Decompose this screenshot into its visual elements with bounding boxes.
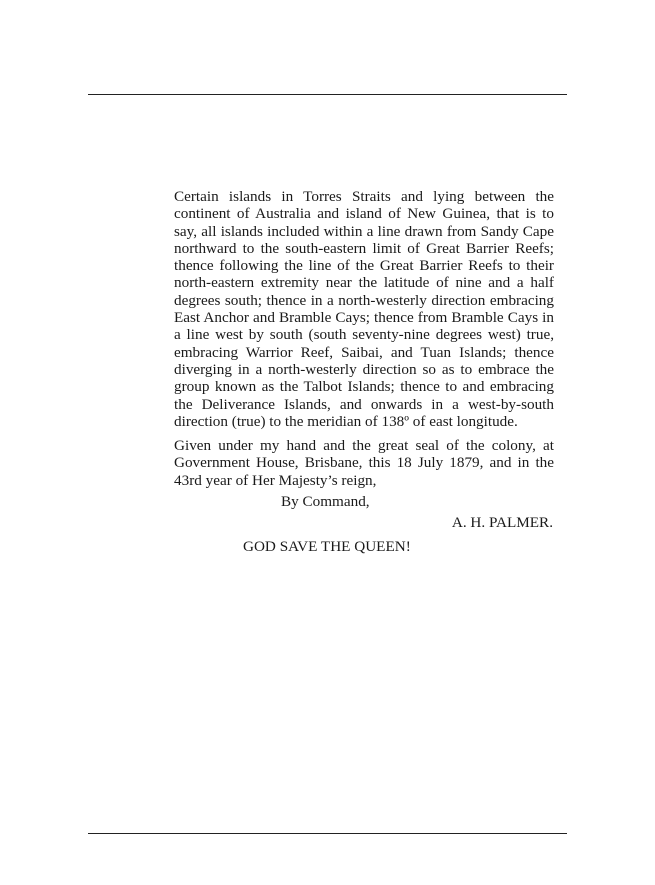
text-line: continent of Australia and island of New Guinea, that is to bbox=[174, 205, 554, 223]
text-line: degrees south; thence in a north-westerly direction embracing bbox=[174, 291, 554, 309]
text-line: direction (true) to the meridian of 138º of east longitude. bbox=[174, 412, 518, 430]
text-line: 43rd year of Her Majesty’s reign, bbox=[174, 471, 377, 489]
text-line: Certain islands in Torres Straits and lying between the bbox=[174, 188, 554, 205]
text-line: Government House, Brisbane, this 18 July 1879, and in the bbox=[174, 454, 554, 472]
text-line: northward to the south-eastern limit of Great Barrier Reefs; bbox=[174, 239, 554, 257]
boundary-description-paragraph bbox=[174, 188, 554, 430]
top-rule bbox=[88, 94, 567, 95]
text-line: East Anchor and Bramble Cays; thence from Bramble Cays in bbox=[174, 309, 554, 327]
signature-name: A. H. PALMER. bbox=[451, 514, 553, 531]
text-line: Given under my hand and the great seal of the colony, at bbox=[174, 437, 554, 455]
text-line: say, all islands included within a line drawn from Sandy Cape bbox=[174, 222, 554, 240]
by-command-line: By Command, bbox=[281, 493, 370, 510]
text-line: diverging in a north-westerly direction so as to embrace the bbox=[174, 360, 554, 378]
text-line: north-eastern extremity near the latitude of nine and a half bbox=[174, 274, 554, 292]
text-line: group known as the Talbot Islands; thence to and embracing bbox=[174, 378, 554, 396]
bottom-rule bbox=[88, 833, 567, 834]
proclamation-body bbox=[174, 188, 554, 489]
given-under-hand-paragraph bbox=[174, 437, 554, 489]
god-save-the-queen: GOD SAVE THE QUEEN! bbox=[243, 538, 411, 555]
text-line: thence following the line of the Great Barrier Reefs to their bbox=[174, 257, 554, 275]
text-line: a line west by south (south seventy-nine degrees west) true, bbox=[174, 326, 554, 344]
text-line: the Deliverance Islands, and onwards in a west-by-south bbox=[174, 395, 554, 413]
text-line: embracing Warrior Reef, Saibai, and Tuan Islands; thence bbox=[174, 343, 554, 361]
